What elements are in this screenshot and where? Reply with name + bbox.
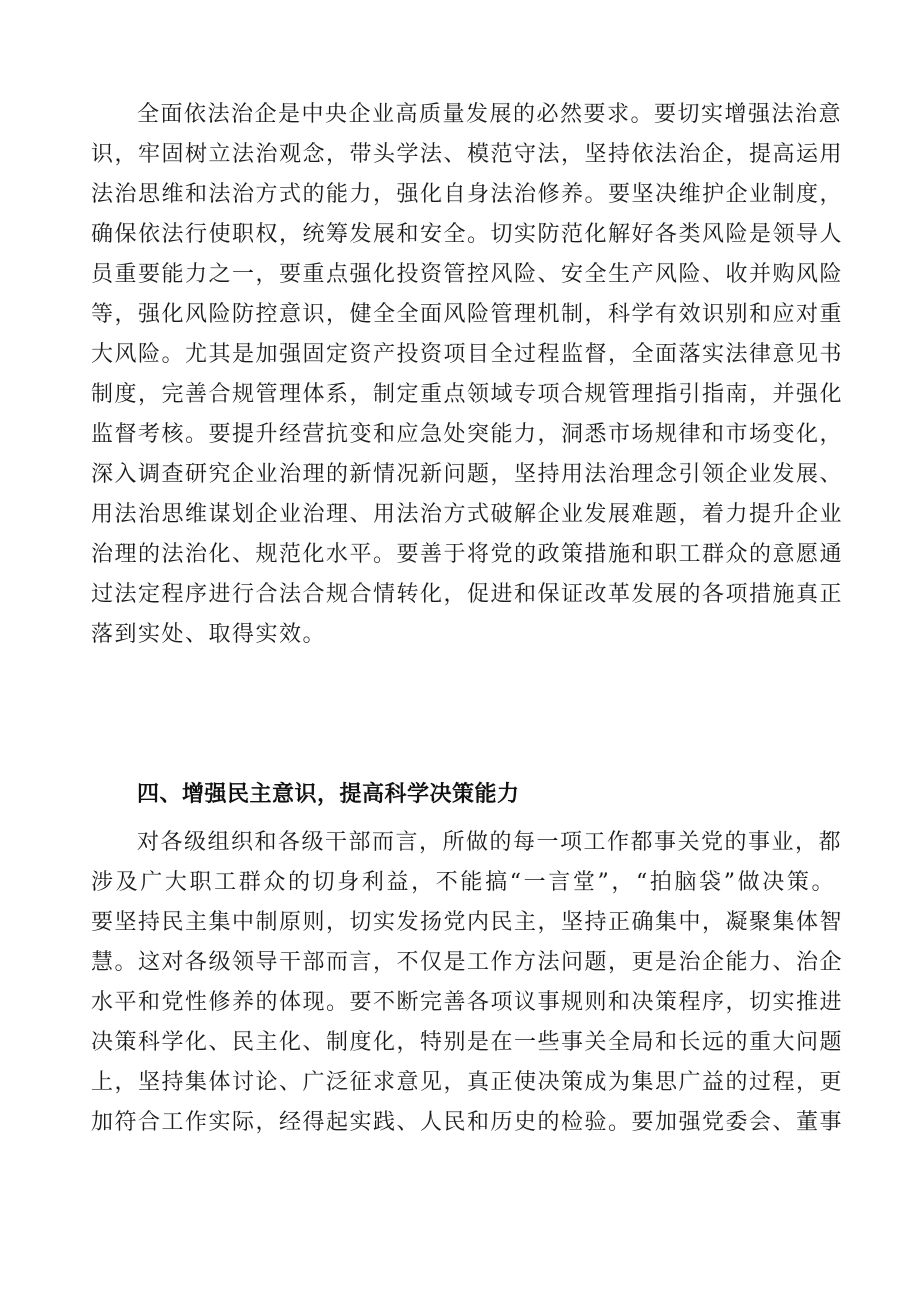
paragraph-line: 大风险。尤其是加强固定资产投资项目全过程监督，全面落实法律意见书: [91, 342, 844, 367]
paragraph-legal-governance: [91, 95, 844, 655]
paragraph-line: 治理的法治化、规范化水平。要善于将党的政策措施和职工群众的意愿通: [91, 542, 844, 567]
paragraph-line: 确保依法行使职权，统筹发展和安全。切实防范化解好各类风险是领导人: [91, 222, 844, 247]
paragraph-line: 员重要能力之一，要重点强化投资管控风险、安全生产风险、收并购风险: [91, 262, 844, 287]
paragraph-line: 等，强化风险防控意识，健全全面风险管理机制，科学有效识别和应对重: [91, 302, 844, 327]
paragraph-line: 识，牢固树立法治观念，带头学法、模范守法，坚持依法治企，提高运用: [91, 142, 844, 167]
paragraph-line: 慧。这对各级领导干部而言，不仅是工作方法问题，更是治企能力、治企: [91, 950, 844, 975]
paragraph-line: 深入调查研究企业治理的新情况新问题，坚持用法治理念引领企业发展、: [91, 462, 844, 487]
paragraph-line: 涉及广大职工群众的切身利益，不能搞“一言堂”，“拍脑袋”做决策。: [91, 870, 835, 895]
paragraph-line: 上，坚持集体讨论、广泛征求意见，真正使决策成为集思广益的过程，更: [91, 1070, 844, 1095]
section-heading: 四、增强民主意识，提高科学决策能力: [137, 782, 520, 807]
paragraph-line: 全面依法治企是中央企业高质量发展的必然要求。要切实增强法治意: [137, 102, 843, 127]
paragraph-line: 决策科学化、民主化、制度化，特别是在一些事关全局和长远的重大问题: [91, 1030, 844, 1055]
paragraph-line: 要坚持民主集中制原则，切实发扬党内民主，坚持正确集中，凝聚集体智: [91, 910, 844, 935]
paragraph-line: 落到实处、取得实效。: [91, 622, 327, 647]
paragraph-line: 制度，完善合规管理体系，制定重点领域专项合规管理指引指南，并强化: [91, 382, 844, 407]
paragraph-line: 水平和党性修养的体现。要不断完善各项议事规则和决策程序，切实推进: [91, 990, 844, 1015]
paragraph-line: 法治思维和法治方式的能力，强化自身法治修养。要坚决维护企业制度，: [91, 182, 844, 207]
paragraph-line: 用法治思维谋划企业治理、用法治方式破解企业发展难题，着力提升企业: [91, 502, 844, 527]
paragraph-line: 加符合工作实际，经得起实践、人民和历史的检验。要加强党委会、董事: [91, 1110, 844, 1135]
paragraph-line: 监督考核。要提升经营抗变和应急处突能力，洞悉市场规律和市场变化，: [91, 422, 844, 447]
paragraph-democratic-decision: [91, 823, 844, 1143]
paragraph-line: 对各级组织和各级干部而言，所做的每一项工作都事关党的事业，都: [137, 830, 843, 855]
paragraph-line: 过法定程序进行合法合规合情转化，促进和保证改革发展的各项措施真正: [91, 582, 844, 607]
